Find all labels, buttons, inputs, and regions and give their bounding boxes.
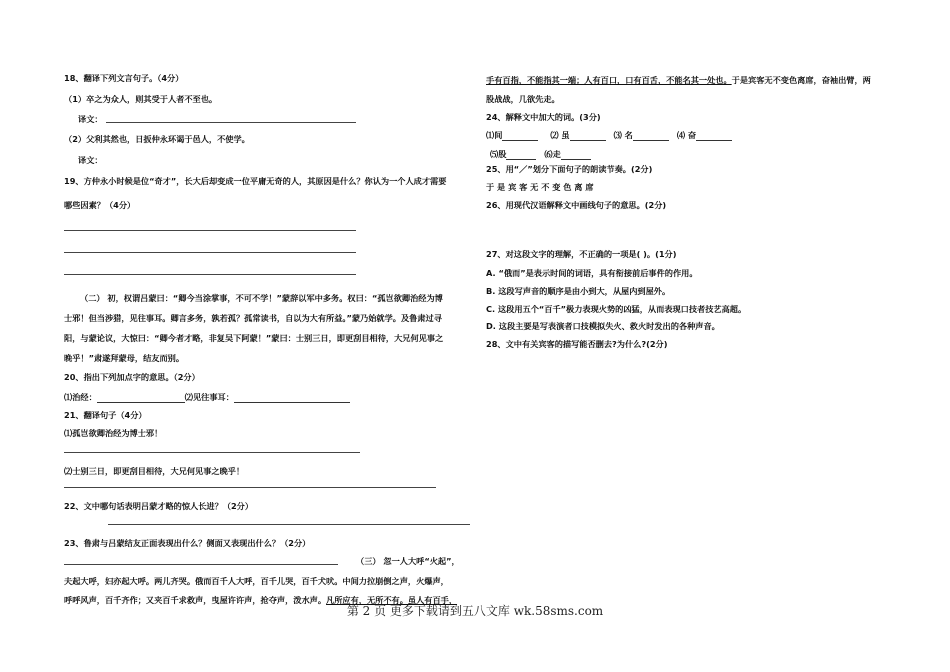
q24-blank-3 xyxy=(633,131,669,141)
passage3-continued-line-1 xyxy=(486,75,871,86)
q24-item-5: ⑸股 xyxy=(490,149,507,159)
q24-blank-4 xyxy=(696,131,732,141)
q25-sentence: 于 是 宾 客 无 不 变 色 离 席 xyxy=(486,182,594,192)
q24-item-3: ⑶ 名 xyxy=(613,130,633,140)
q20-item-1-label: ⑴治经： xyxy=(64,392,97,402)
q24-row-2 xyxy=(490,149,591,160)
passage3-underlined-sentence-end: 手有百指，不能指其一端；人有百口，口有百舌，不能名其一处也。 xyxy=(486,75,732,85)
page-footer: 第 2 页 更多下载请到五八文库 wk.58sms.com xyxy=(346,604,604,618)
q24-item-2: ⑵ 虽 xyxy=(550,130,570,140)
q24-blank-5 xyxy=(506,150,536,160)
passage3-continued-text: 于是宾客无不变色离席，奋袖出臂，两 xyxy=(731,75,871,85)
passage3-underlined-sentence-start: 凡所应有，无所不有。虽人有百手， xyxy=(326,595,458,605)
q24-item-1: ⑴间 xyxy=(486,130,503,140)
q19-answer-line-2 xyxy=(64,252,356,253)
q27-option-c: C. 这段用五个“百千”极力表现火势的凶猛，从而表现口技者技艺高超。 xyxy=(486,304,747,314)
q24-blank-1 xyxy=(502,131,538,141)
q27-option-a: A. “俄而”是表示时间的词语，具有衔接前后事件的作用。 xyxy=(486,268,698,278)
q20-blank-2 xyxy=(234,393,350,403)
q21-sentence-1: ⑴孤岂欲卿治经为博士邪！ xyxy=(64,428,163,438)
q27-option-b: B. 这段写声音的顺序是由小到大，从屋内到屋外。 xyxy=(486,286,671,296)
q24-blank-6 xyxy=(561,150,591,160)
q27-title: 27、对这段文字的理解，不正确的一项是( )。(1分) xyxy=(486,249,677,259)
passage3-heading: （三） 忽一人大呼“火起”， xyxy=(356,556,460,566)
q20-item-2-label: ⑵见往事耳： xyxy=(184,392,234,402)
q23-title: 23、鲁肃与吕蒙结友正面表现出什么？侧面又表现出什么？（2分） xyxy=(64,538,311,548)
q19-line-2: 哪些因素？（4分） xyxy=(64,200,136,210)
q24-blank-2 xyxy=(570,131,606,141)
q21-answer-line-2 xyxy=(64,487,436,488)
passage2-line-2: 士邪！但当涉猎，见往事耳。卿言多务，孰若孤？孤常读书，自以为大有所益。”蒙乃始就学。及鲁肃过寻 xyxy=(64,313,442,323)
q27-option-d: D. 这段主要是写表演者口技模拟失火、救火时发出的各种声音。 xyxy=(486,321,720,331)
q20-title: 20、指出下列加点字的意思。（2分） xyxy=(64,372,200,382)
q26-title: 26、用现代汉语解释文中画线句子的意思。(2分) xyxy=(486,200,667,210)
q23-answer-line xyxy=(64,564,338,565)
q20-blank-1 xyxy=(97,393,185,403)
q24-row-1 xyxy=(486,130,732,141)
q18-translation-label-2: 译文： xyxy=(78,155,103,165)
q25-title: 25、用“／”划分下面句子的朗读节奏。(2分) xyxy=(486,164,653,174)
q24-item-6: ⑹走 xyxy=(544,149,561,159)
q20-item-1 xyxy=(64,392,350,403)
q21-title: 21、翻译句子（4分） xyxy=(64,410,147,420)
q19-answer-line-3 xyxy=(64,274,356,275)
q19-answer-line-1 xyxy=(64,230,356,231)
q22-answer-line xyxy=(108,524,470,525)
q24-item-4: ⑷ 奋 xyxy=(676,130,697,140)
passage3-line-1: 夫起大呼，妇亦起大呼。两儿齐哭。俄而百千人大呼，百千儿哭，百千犬吠。中间力拉崩倒之声，火爆声， xyxy=(64,576,449,586)
q19-line-1: 19、方仲永小时候是位“奇才”，长大后却变成一位平庸无奇的人，其原因是什么？你认为一个人成才需要 xyxy=(64,176,447,186)
q18-sentence-1: （1）卒之为众人，则其受于人者不至也。 xyxy=(64,94,218,104)
q21-answer-line-1 xyxy=(64,452,360,453)
passage2-line-3: 阳，与蒙论议，大惊曰：“卿今者才略，非复吴下阿蒙！”蒙曰：士别三日，即更刮目相待，大兄何见事之 xyxy=(64,333,444,343)
q18-title: 18、翻译下列文言句子。（4分） xyxy=(64,73,184,83)
q18-translation-label-1: 译文： xyxy=(78,114,103,124)
q18-answer-line-1 xyxy=(106,122,356,123)
passage2-line-4: 晚乎！”肃遂拜蒙母，结友而别。 xyxy=(64,353,185,363)
passage3-line-2-text: 呼呼风声，百千齐作；又夹百千求救声，曳屋许许声，抢夺声，泼水声。 xyxy=(64,595,327,605)
passage2-line-1: （二） 初，权谓吕蒙曰：“卿今当涂掌事，不可不学！”蒙辞以军中多务。权曰：“孤岂欲卿治经为博 xyxy=(80,293,443,303)
q21-sentence-2: ⑵士别三日，即更刮目相待，大兄何见事之晚乎！ xyxy=(64,466,245,476)
q18-sentence-2: （2）父利其然也，日扳仲永环谒于邑人，不使学。 xyxy=(64,134,250,144)
q24-title: 24、解释文中加大的词。(3分) xyxy=(486,112,601,122)
q22-title: 22、文中哪句话表明吕蒙才略的惊人长进？（2分） xyxy=(64,501,254,511)
passage3-continued-line-2: 股战战，几欲先走。 xyxy=(486,94,560,104)
q28-title: 28、文中有关宾客的描写能否删去?为什么?(2分) xyxy=(486,339,668,349)
